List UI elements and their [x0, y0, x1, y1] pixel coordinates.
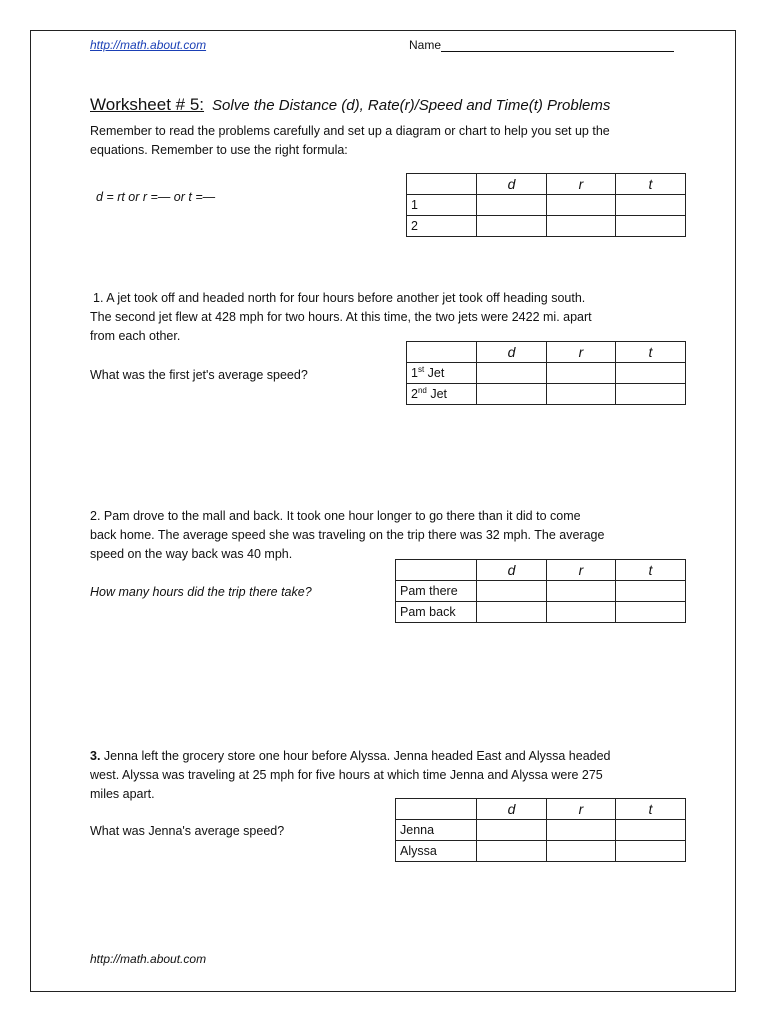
col-d: d — [477, 342, 547, 363]
answer-cell[interactable] — [477, 216, 547, 237]
col-d: d — [477, 799, 547, 820]
problem-1-question: What was the first jet's average speed? — [90, 368, 308, 382]
problem-3-number: 3. — [90, 749, 101, 763]
worksheet-number: Worksheet # 5: — [90, 95, 205, 114]
answer-cell[interactable] — [616, 581, 686, 602]
answer-cell[interactable] — [477, 195, 547, 216]
ordinal-number: 1 — [411, 366, 418, 381]
problem-2-question: How many hours did the trip there take? — [90, 585, 312, 599]
col-d: d — [477, 174, 547, 195]
intro-line-2: equations. Remember to use the right formula: — [90, 143, 348, 157]
worksheet-title — [90, 95, 610, 115]
answer-cell[interactable] — [547, 216, 616, 237]
row-label: Pam back — [396, 602, 477, 623]
answer-cell[interactable] — [547, 384, 616, 405]
problem-3-line-1-text: Jenna left the grocery store one hour before Alyssa. Jenna headed East and Alyssa headed — [100, 749, 611, 763]
problem-3-table — [395, 798, 686, 862]
answer-cell[interactable] — [616, 384, 686, 405]
table-corner — [396, 799, 477, 820]
header-link[interactable]: http://math.about.com — [90, 38, 207, 52]
worksheet-subtitle: Solve the Distance (d), Rate(r)/Speed and Time(t) Problems — [212, 97, 611, 114]
problem-3-question: What was Jenna's average speed? — [90, 824, 285, 838]
answer-cell[interactable] — [547, 363, 616, 384]
table-corner — [407, 174, 477, 195]
footer-link[interactable]: http://math.about.com — [90, 952, 207, 966]
answer-cell[interactable] — [616, 841, 686, 862]
answer-cell[interactable] — [616, 820, 686, 841]
problem-2-text — [90, 507, 710, 564]
answer-cell[interactable] — [547, 195, 616, 216]
intro-line-1: Remember to read the problems carefully and set up a diagram or chart to help you set up the — [90, 124, 610, 138]
col-r: r — [547, 799, 616, 820]
answer-cell[interactable] — [616, 363, 686, 384]
problem-2-line-2: back home. The average speed she was traveling on the trip there was 32 mph. The average — [90, 528, 605, 542]
ordinal-number: 2 — [411, 387, 418, 402]
row-label-first-jet — [407, 363, 477, 384]
col-r: r — [547, 342, 616, 363]
answer-cell[interactable] — [616, 602, 686, 623]
answer-cell[interactable] — [547, 820, 616, 841]
problem-1-line-2: The second jet flew at 428 mph for two hours. At this time, the two jets were 2422 mi. apart — [90, 310, 592, 324]
col-t: t — [616, 174, 686, 195]
row-label: Jenna — [396, 820, 477, 841]
answer-cell[interactable] — [477, 363, 547, 384]
answer-cell[interactable] — [547, 581, 616, 602]
answer-cell[interactable] — [477, 581, 547, 602]
row-label-second-jet — [407, 384, 477, 405]
row-label: Pam there — [396, 581, 477, 602]
problem-2-line-1: 2. Pam drove to the mall and back. It took one hour longer to go there than it did to come — [90, 509, 581, 523]
col-r: r — [547, 174, 616, 195]
answer-cell[interactable] — [477, 820, 547, 841]
col-t: t — [616, 342, 686, 363]
answer-cell[interactable] — [477, 841, 547, 862]
problem-1-table — [406, 341, 686, 405]
col-d: d — [477, 560, 547, 581]
formula-text: d = rt or r =— or t =— — [96, 190, 216, 204]
answer-cell[interactable] — [547, 602, 616, 623]
name-field — [409, 38, 674, 52]
intro-text — [90, 122, 690, 160]
col-t: t — [616, 799, 686, 820]
ordinal-suffix: nd — [417, 386, 427, 396]
answer-cell[interactable] — [616, 216, 686, 237]
problem-2-line-3: speed on the way back was 40 mph. — [90, 547, 293, 561]
problem-3-text — [90, 747, 710, 804]
answer-cell[interactable] — [477, 602, 547, 623]
problem-3-line-2: west. Alyssa was traveling at 25 mph for five hours at which time Jenna and Alyssa were 275 — [90, 768, 603, 782]
row-text: Jet — [424, 366, 445, 381]
answer-cell[interactable] — [547, 841, 616, 862]
col-r: r — [547, 560, 616, 581]
row-label: 2 — [407, 216, 477, 237]
problem-1-line-3: from each other. — [90, 329, 181, 343]
problem-2-table — [395, 559, 686, 623]
name-line — [441, 39, 674, 52]
row-text: Jet — [426, 387, 448, 402]
problem-1-line-1: 1. A jet took off and headed north for four hours before another jet took off heading south. — [93, 291, 586, 305]
ordinal-suffix: st — [417, 365, 425, 375]
name-label: Name — [409, 38, 442, 52]
table-corner — [407, 342, 477, 363]
row-label: 1 — [407, 195, 477, 216]
col-t: t — [616, 560, 686, 581]
answer-cell[interactable] — [616, 195, 686, 216]
example-table — [406, 173, 686, 237]
row-label: Alyssa — [396, 841, 477, 862]
problem-1-text — [90, 289, 710, 346]
answer-cell[interactable] — [477, 384, 547, 405]
problem-3-line-1 — [90, 747, 710, 766]
problem-3-line-3: miles apart. — [90, 787, 155, 801]
table-corner — [396, 560, 477, 581]
